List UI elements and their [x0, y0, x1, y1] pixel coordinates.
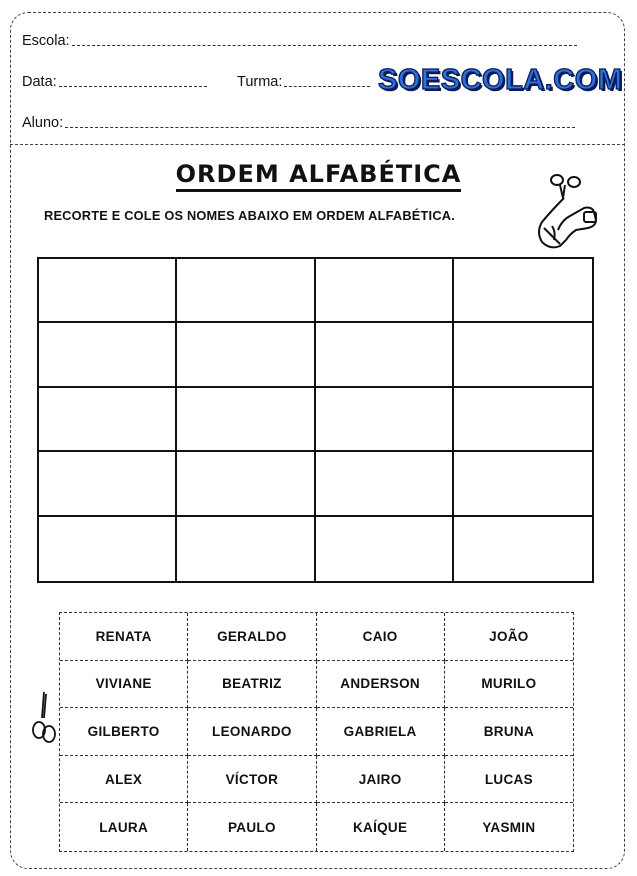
answer-cell[interactable] [39, 388, 177, 452]
scissors-icon [30, 690, 58, 746]
escola-field[interactable] [22, 33, 577, 49]
aluno-field[interactable] [22, 115, 575, 131]
data-line[interactable] [59, 86, 207, 87]
answer-cell[interactable] [177, 323, 315, 387]
turma-field[interactable] [237, 74, 370, 90]
name-card[interactable]: JOÃO [445, 613, 573, 661]
name-card[interactable]: PAULO [188, 803, 316, 851]
name-card[interactable]: LUCAS [445, 756, 573, 804]
answer-cell[interactable] [316, 388, 454, 452]
name-card[interactable]: ANDERSON [317, 661, 445, 709]
site-logo: SOESCOLA.COM [378, 64, 623, 96]
name-card[interactable]: VIVIANE [60, 661, 188, 709]
instruction-text: RECORTE E COLE OS NOMES ABAIXO EM ORDEM ALFABÉTICA. [44, 208, 455, 223]
answer-cell[interactable] [39, 323, 177, 387]
data-label: Data: [22, 74, 57, 90]
aluno-line[interactable] [65, 127, 575, 128]
answer-cell[interactable] [316, 517, 454, 581]
escola-line[interactable] [72, 45, 577, 46]
name-card[interactable]: VÍCTOR [188, 756, 316, 804]
name-card[interactable]: RENATA [60, 613, 188, 661]
answer-grid [37, 257, 594, 583]
name-card[interactable]: YASMIN [482, 819, 536, 835]
name-card[interactable]: ALEX [60, 756, 188, 804]
answer-cell[interactable] [454, 517, 592, 581]
name-card[interactable]: LAURA [60, 803, 188, 851]
turma-line[interactable] [284, 86, 370, 87]
answer-cell[interactable] [454, 452, 592, 516]
scissors-glue-icon [530, 170, 602, 254]
data-field[interactable] [22, 74, 207, 90]
name-card[interactable]: KAÍQUE [317, 803, 445, 851]
answer-cell[interactable] [177, 388, 315, 452]
turma-label: Turma: [237, 74, 283, 90]
answer-cell[interactable] [454, 323, 592, 387]
name-card[interactable]: GERALDO [188, 613, 316, 661]
name-card[interactable]: BEATRIZ [188, 661, 316, 709]
answer-cell[interactable] [177, 259, 315, 323]
answer-cell[interactable] [316, 452, 454, 516]
names-grid [59, 612, 574, 852]
name-card[interactable]: GABRIELA [317, 708, 445, 756]
answer-cell[interactable] [177, 452, 315, 516]
answer-cell[interactable] [454, 388, 592, 452]
answer-cell[interactable] [177, 517, 315, 581]
name-card[interactable]: BRUNA [445, 708, 573, 756]
name-card[interactable]: LEONARDO [188, 708, 316, 756]
page-title-text: ORDEM ALFABÉTICA [176, 160, 462, 192]
aluno-label: Aluno: [22, 115, 64, 131]
answer-cell[interactable] [316, 259, 454, 323]
answer-cell[interactable] [39, 259, 177, 323]
answer-cell[interactable] [39, 452, 177, 516]
answer-cell[interactable] [316, 323, 454, 387]
name-card[interactable]: MURILO [445, 661, 573, 709]
escola-label: Escola: [22, 33, 70, 49]
name-card[interactable]: GILBERTO [60, 708, 188, 756]
header-separator [10, 144, 625, 145]
answer-cell[interactable] [39, 517, 177, 581]
name-card[interactable]: JAIRO [317, 756, 445, 804]
answer-cell[interactable] [454, 259, 592, 323]
name-card[interactable]: CAIO [317, 613, 445, 661]
